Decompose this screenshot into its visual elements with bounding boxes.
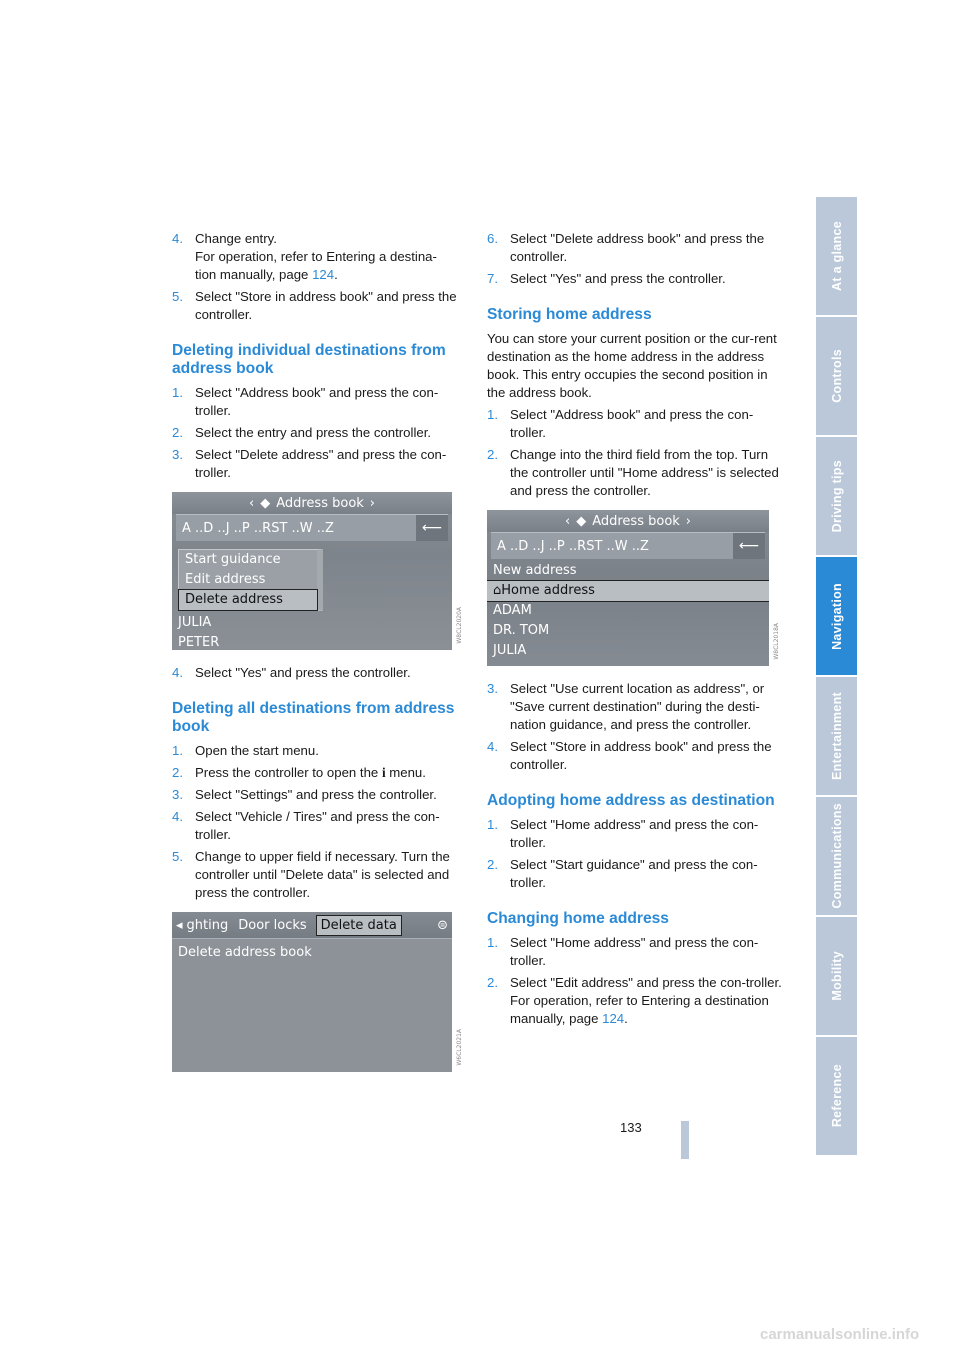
heading-storing-home: Storing home address: [487, 306, 652, 323]
left-column: [172, 230, 466, 1086]
screenshot-delete-data: [172, 912, 466, 1072]
step-7: 7. Select "Yes" and press the controller.: [487, 271, 726, 286]
tab-controls[interactable]: Controls: [816, 317, 857, 437]
list-item: JULIA: [178, 615, 212, 630]
list-item: ADAM: [493, 603, 532, 618]
screenshot-home-address: [487, 510, 783, 666]
screen-title-bar: ‹ ◆ Address book ›: [172, 492, 452, 514]
tab-lighting: ghting: [186, 917, 229, 933]
chevron-right-icon: ›: [369, 495, 375, 511]
tab-delete-data: Delete data: [317, 916, 401, 935]
chevron-left-icon: ◂: [176, 917, 183, 933]
settings-tab-bar: [172, 912, 452, 939]
step-1: 1. Select "Address book" and press the con-troller.: [172, 385, 439, 418]
settings-icon: ⊜: [437, 917, 448, 933]
list-item-new-address: New address: [493, 563, 577, 578]
step-3: 3. Select "Use current location as address", or "Save current destination" during the desti-nation guidance, and press the controller.: [487, 681, 765, 732]
info-icon: i: [381, 765, 386, 780]
step-5: 5. Change to upper field if necessary. Turn the controller until "Delete data" is selected and press the controller.: [172, 849, 450, 900]
step-6: 6. Select "Delete address book" and press the controller.: [487, 231, 765, 264]
tab-communications[interactable]: Communications: [816, 797, 857, 917]
list-item: JULIA: [493, 643, 527, 658]
tab-door-locks: Door locks: [238, 917, 307, 933]
tab-reference[interactable]: Reference: [816, 1037, 857, 1157]
back-arrow-icon: ⟵: [733, 533, 765, 559]
step-4: 4. Select "Store in address book" and press the controller.: [487, 739, 772, 772]
back-arrow-icon: ⟵: [416, 515, 448, 541]
tab-driving-tips[interactable]: Driving tips: [816, 437, 857, 557]
chevron-left-icon: ‹: [249, 495, 255, 511]
address-book-icon: ◆: [260, 495, 271, 511]
step-1: 1. Select "Home address" and press the con-troller.: [487, 935, 759, 968]
heading-changing-home: Changing home address: [487, 910, 669, 927]
menu-item-start-guidance: Start guidance: [185, 552, 281, 567]
screenshot-delete-address: [172, 492, 466, 650]
step-1: 1. Select "Home address" and press the con-troller.: [487, 817, 759, 850]
heading-deleting-individual: Deleting individual destinations from address book: [172, 342, 446, 377]
alphabet-bar: A ..D ..J ..P ..RST ..W ..Z ⟵: [176, 514, 448, 541]
home-icon: ⌂: [493, 583, 502, 598]
step-3: 3. Select "Delete address" and press the con-troller.: [172, 447, 447, 480]
list-item: DR. TOM: [493, 623, 550, 638]
heading-deleting-all: Deleting all destinations from address book: [172, 700, 455, 735]
chevron-left-icon: ‹: [565, 513, 571, 529]
step-1: 1. Select "Address book" and press the con-troller.: [487, 407, 754, 440]
image-code: W8CL2020A: [456, 607, 463, 644]
step-2: 2. Select "Start guidance" and press the con-troller.: [487, 857, 758, 890]
heading-adopting-home: Adopting home address as destination: [487, 792, 775, 809]
tab-at-a-glance[interactable]: At a glance: [816, 197, 857, 317]
step-2: 2. Select the entry and press the controller.: [172, 425, 432, 440]
step-4: 4. Select "Vehicle / Tires" and press the con-troller.: [172, 809, 440, 842]
tab-entertainment[interactable]: Entertainment: [816, 677, 857, 797]
tab-mobility[interactable]: Mobility: [816, 917, 857, 1037]
screen-title-bar: ‹ ◆ Address book ›: [487, 510, 769, 532]
step-2: 2. Change into the third field from the top. Turn the controller until "Home address" is selected and press the controller.: [487, 447, 779, 498]
image-code: W6CL2021A: [456, 1029, 463, 1066]
page-link-124[interactable]: 124: [312, 267, 335, 282]
tab-navigation[interactable]: Navigation: [816, 557, 857, 677]
right-column: [487, 230, 783, 1032]
list-item: PETER: [178, 635, 220, 650]
page-marker: [681, 1121, 689, 1159]
step-2: 2. Press the controller to open the i menu.: [172, 765, 426, 780]
list-item-home-address: ⌂Home address: [487, 581, 769, 601]
address-book-icon: ◆: [576, 513, 587, 529]
step-2: 2. Select "Edit address" and press the con-troller. For operation, refer to Entering a destination manually, page 124.: [487, 975, 782, 1026]
step-5-store: 5. Select "Store in address book" and press the controller.: [172, 289, 457, 322]
section-tabs: [816, 197, 857, 1157]
menu-item-edit-address: Edit address: [185, 572, 266, 587]
menu-item-delete-address: Delete address: [179, 590, 317, 610]
page-number: 133: [620, 1120, 642, 1135]
paragraph-storing-home: You can store your current position or the cur-rent destination as the home address in the address book. This entry occupies the second position in the address book.: [487, 331, 777, 400]
step-4-change-entry: 4. Change entry. For operation, refer to Entering a destina- tion manually, page 124.: [172, 231, 437, 282]
watermark: carmanualsonline.info: [760, 1326, 920, 1343]
step-4-yes: 4. Select "Yes" and press the controller.: [172, 665, 411, 680]
image-code: W8CL2018A: [773, 623, 780, 660]
chevron-right-icon: ›: [685, 513, 691, 529]
page-link-124[interactable]: 124: [602, 1011, 625, 1026]
context-menu: [178, 549, 323, 611]
menu-item-delete-address-book: Delete address book: [178, 945, 312, 960]
alphabet-bar: A ..D ..J ..P ..RST ..W ..Z ⟵: [491, 532, 765, 559]
step-1: 1. Open the start menu.: [172, 743, 319, 758]
step-3: 3. Select "Settings" and press the controller.: [172, 787, 437, 802]
